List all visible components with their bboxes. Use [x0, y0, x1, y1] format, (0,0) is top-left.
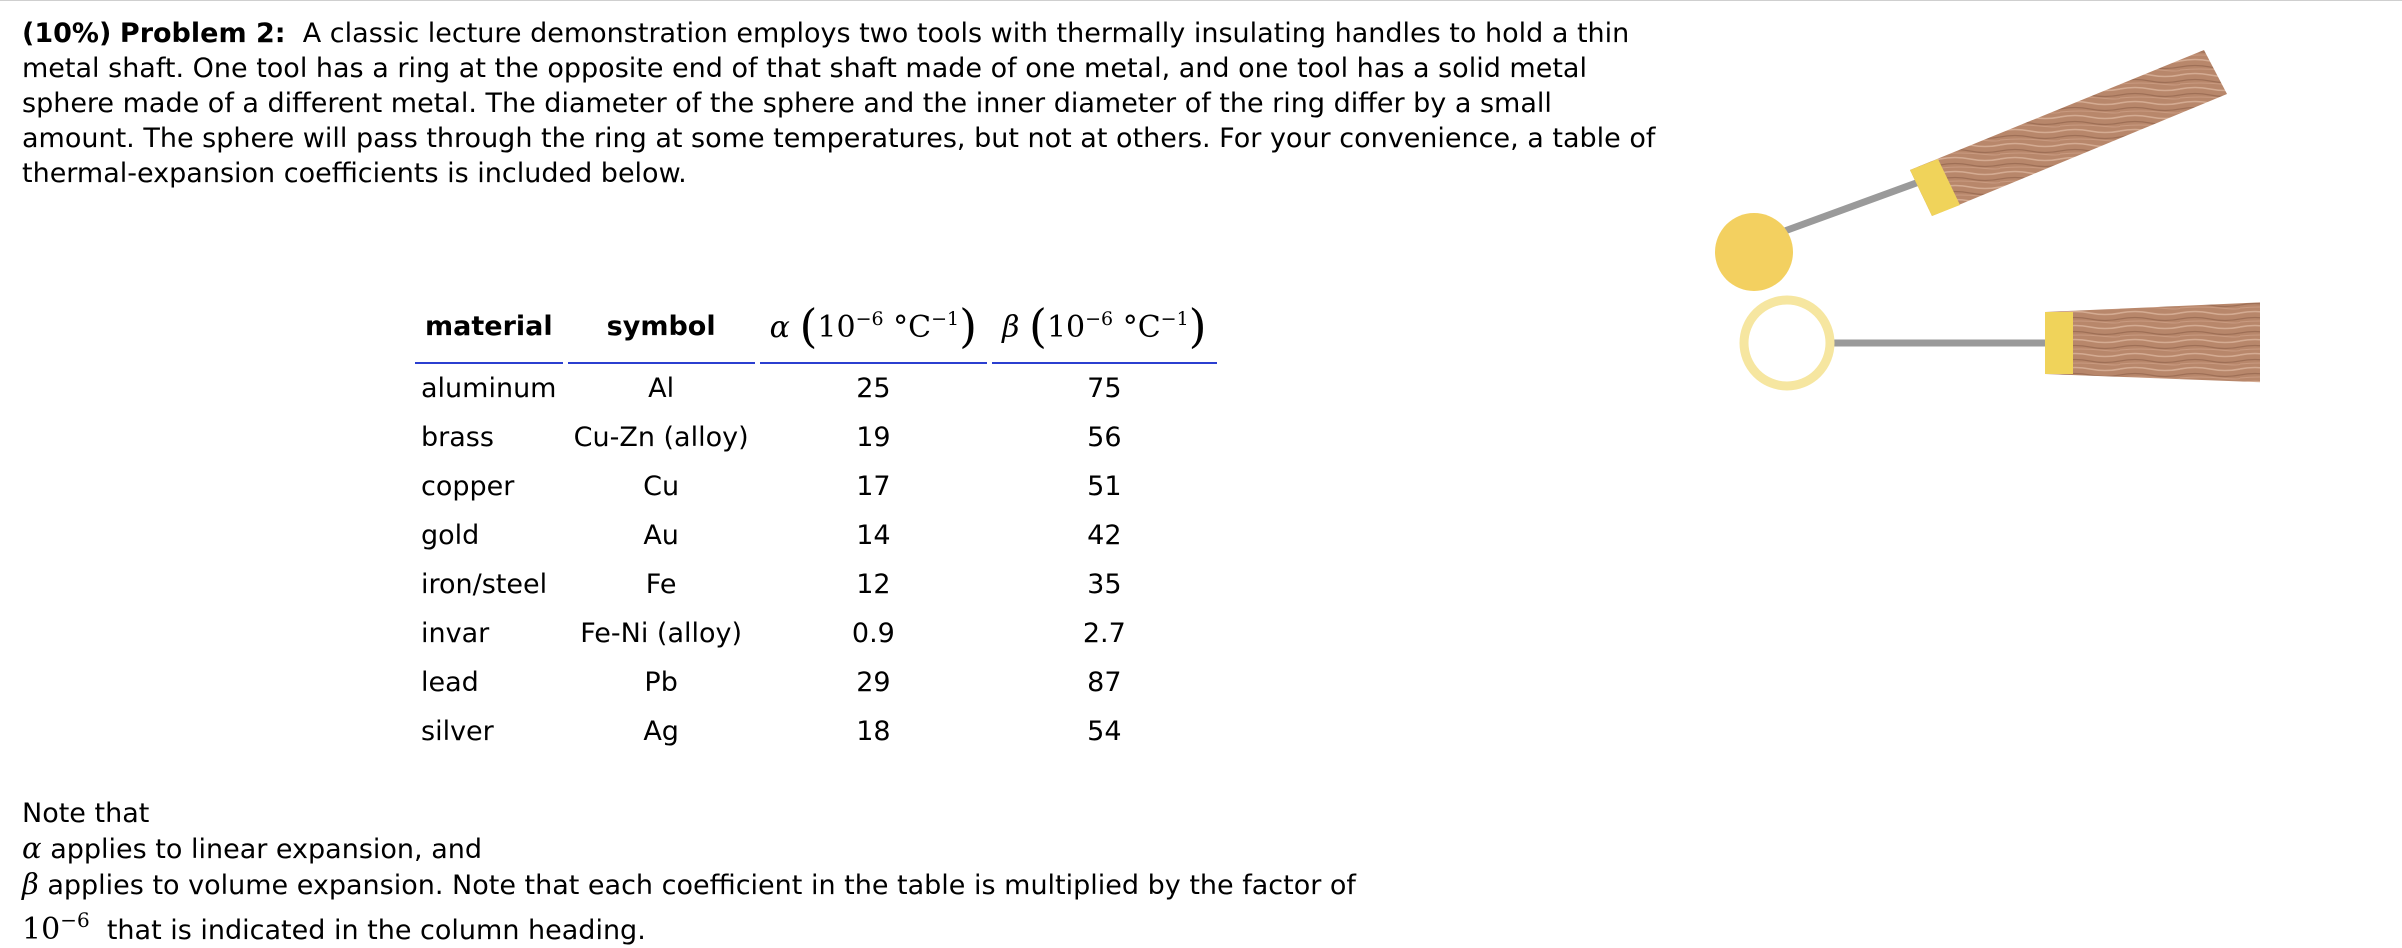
thermal-expansion-table: [410, 290, 1222, 756]
tools-illustration: [1700, 30, 2260, 410]
cell-beta: 35: [1087, 569, 1122, 600]
note-section: [22, 796, 1422, 948]
cell-symbol: Ag: [643, 716, 679, 747]
cell-alpha: 29: [856, 667, 891, 698]
ball-tool-handle: [1910, 50, 2227, 216]
cell-material: aluminum: [421, 373, 557, 404]
cell-material: lead: [421, 667, 479, 698]
cell-material: gold: [421, 520, 480, 551]
problem-statement: [22, 16, 1662, 191]
header-material: material: [415, 290, 563, 364]
table-row: [415, 609, 1217, 658]
header-symbol: symbol: [568, 290, 755, 364]
note-line-4: $10^{-6}$ that is indicated in the column heading.: [22, 908, 646, 947]
ring-tool-ferrule: [2045, 312, 2073, 374]
metal-sphere: [1715, 213, 1793, 291]
note-line-2: α applies to linear expansion, and: [22, 831, 482, 865]
cell-symbol: Cu: [643, 471, 680, 502]
cell-alpha: 25: [856, 373, 891, 404]
table-row: [415, 658, 1217, 707]
table-row: [415, 462, 1217, 511]
header-beta: β ($10^{-6}$ $^\circ C^{-1}$): [992, 290, 1217, 364]
cell-beta: 54: [1087, 716, 1122, 747]
ring-tool-handle: [2045, 298, 2260, 386]
cell-symbol: Al: [648, 373, 675, 404]
cell-symbol: Cu-Zn (alloy): [573, 422, 749, 453]
cell-material: copper: [421, 471, 515, 502]
note-line-1: Note that: [22, 798, 150, 829]
cell-symbol: Fe-Ni (alloy): [580, 618, 743, 649]
cell-symbol: Pb: [644, 667, 678, 698]
ball-tool-icon: [1715, 50, 2227, 291]
note-line-3: β applies to volume expansion. Note that each coefficient in the table is multiplied by the factor of: [22, 867, 1356, 901]
cell-material: iron/steel: [421, 569, 548, 600]
table-row: [415, 511, 1217, 560]
cell-beta: 75: [1087, 373, 1122, 404]
cell-material: invar: [421, 618, 490, 649]
note-alpha-symbol: α: [22, 831, 42, 865]
cell-alpha: 12: [856, 569, 891, 600]
cell-beta: 56: [1087, 422, 1122, 453]
cell-beta: 2.7: [1082, 618, 1126, 649]
problem-text: A classic lecture demonstration employs two tools with thermally insulating handles to hold a thin metal shaft. One tool has a ring at the opposite end of that shaft made of one metal, and one tool has a solid metal sphere made of a different metal. The diameter of the sphere and the inner diameter of the ring differ by a small amount. The sphere will pass through the ring at some temperatures, but not at others. For your convenience, a table of thermal-expansion coefficients is included below.: [22, 18, 1656, 189]
problem-title: Problem 2:: [119, 18, 286, 49]
table-row: [415, 707, 1217, 756]
table-header-row: [415, 290, 1217, 364]
header-alpha: α ($10^{-6}$ $^\circ C^{-1}$): [760, 290, 987, 364]
cell-symbol: Au: [643, 520, 679, 551]
cell-alpha: 18: [856, 716, 891, 747]
cell-alpha: 14: [856, 520, 891, 551]
cell-alpha: 17: [856, 471, 891, 502]
cell-alpha: 19: [856, 422, 891, 453]
note-beta-symbol: β: [22, 867, 39, 901]
table-row: [415, 413, 1217, 462]
table-row: [415, 364, 1217, 413]
top-divider: [0, 0, 2402, 1]
cell-material: brass: [421, 422, 494, 453]
cell-beta: 51: [1087, 471, 1122, 502]
note-factor: $10^{-6}$: [22, 908, 90, 947]
ring-tool-icon: [1744, 298, 2260, 386]
cell-beta: 87: [1087, 667, 1122, 698]
cell-symbol: Fe: [645, 569, 677, 600]
problem-percent: (10%): [22, 18, 112, 49]
cell-alpha: 0.9: [851, 618, 895, 649]
cell-material: silver: [421, 716, 494, 747]
cell-beta: 42: [1087, 520, 1122, 551]
table-row: [415, 560, 1217, 609]
metal-ring: [1744, 300, 1830, 386]
